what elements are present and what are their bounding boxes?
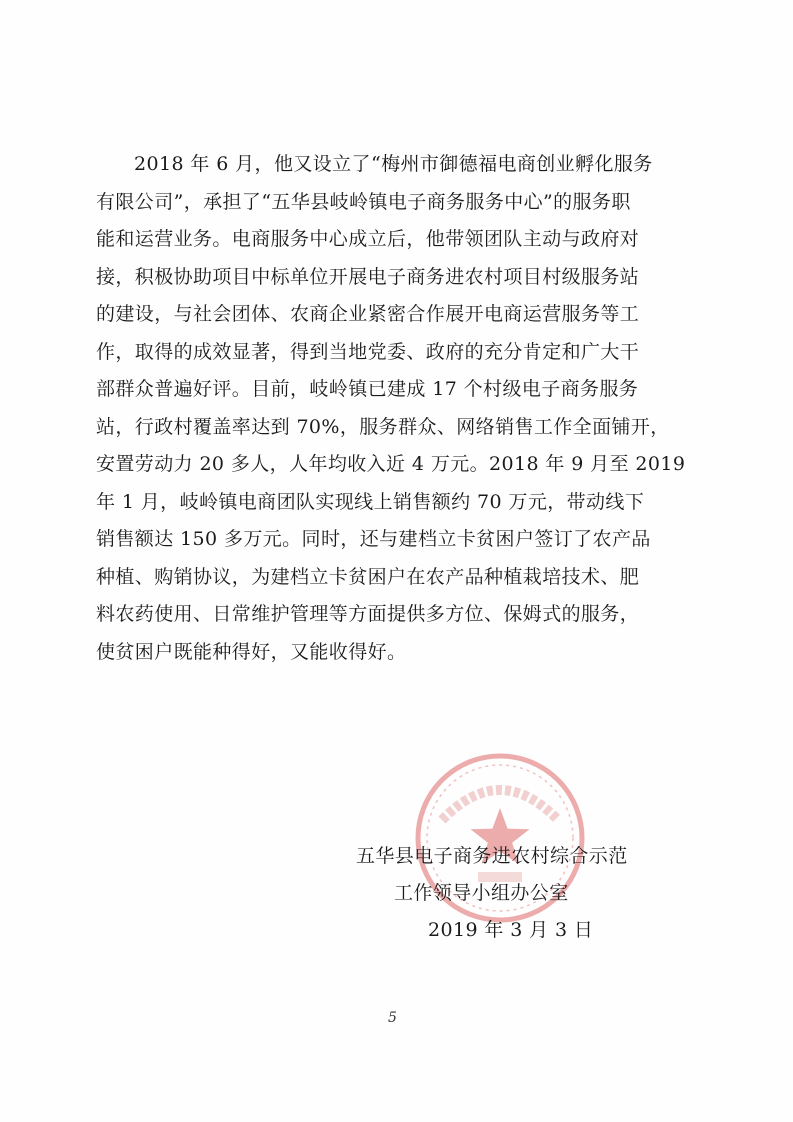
paragraph-line: 安置劳动力 20 多人，人年均收入近 4 万元。2018 年 9 月至 2019 [96,453,686,475]
page-number: 5 [388,1010,397,1026]
paragraph-line: 2018 年 6 月，他又设立了“梅州市御德福电商创业孵化服务 [134,153,653,175]
signature-office: 工作领导小组办公室 [394,882,569,904]
paragraph-line: 能和运营业务。电商服务中心成立后，他带领团队主动与政府对 [96,228,640,250]
paragraph-line: 使贫困户既能种得好，又能收得好。 [96,640,407,663]
body-paragraph [96,146,696,671]
paragraph-line: 料农药使用、日常维护管理等方面提供多方位、保姆式的服务， [96,603,640,625]
paragraph-line: 有限公司”，承担了“五华县岐岭镇电子商务服务中心”的服务职 [96,190,631,213]
signature-date: 2019 年 3 月 3 日 [428,919,594,941]
paragraph-line: 的建设，与社会团体、农商企业紧密合作展开电商运营服务等工 [96,303,640,325]
paragraph-line: 接，积极协助项目中标单位开展电子商务进农村项目村级服务站 [96,265,640,288]
paragraph-line: 年 1 月，岐岭镇电商团队实现线上销售额约 70 万元，带动线下 [96,490,645,513]
paragraph-line: 作，取得的成效显著，得到当地党委、政府的充分肯定和广大干 [96,340,640,363]
signature-organization: 五华县电子商务进农村综合示范 [356,845,628,867]
paragraph-line: 销售额达 150 多万元。同时，还与建档立卡贫困户签订了农产品 [96,528,651,550]
paragraph-line: 种植、购销协议，为建档立卡贫困户在农产品种植栽培技术、肥 [96,565,640,588]
paragraph-line: 站，行政村覆盖率达到 70%，服务群众、网络销售工作全面铺开， [96,415,670,438]
signature-block [356,838,656,949]
paragraph-line: 部群众普遍好评。目前，岐岭镇已建成 17 个村级电子商务服务 [96,378,639,400]
